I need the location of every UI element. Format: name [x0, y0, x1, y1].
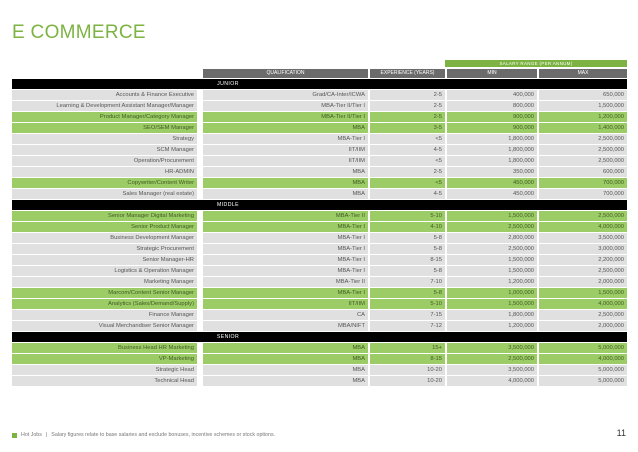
role-cell: Copywriter/Content Writer [12, 178, 197, 188]
table-header-row [12, 69, 627, 78]
qualification-cell: Grad/CA-Inter/ICWA [203, 90, 368, 100]
qualification-cell: MBA [203, 343, 368, 353]
qualification-cell: IIT/IIM [203, 145, 368, 155]
experience-cell: 8-15 [370, 354, 445, 364]
max-salary-cell: 1,500,000 [539, 288, 627, 298]
qualification-cell: MBA-Tier I [203, 222, 368, 232]
table-row [12, 222, 627, 232]
table-row [12, 112, 627, 122]
table-row [12, 277, 627, 287]
experience-cell: 2-5 [370, 90, 445, 100]
min-salary-cell: 450,000 [447, 189, 537, 199]
role-cell: Senior Manager Digital Marketing [12, 211, 197, 221]
qualification-cell: MBA [203, 178, 368, 188]
salary-table [12, 68, 627, 387]
table-row [12, 321, 627, 331]
table-row [12, 90, 627, 100]
experience-cell: 2-5 [370, 167, 445, 177]
table-row [12, 343, 627, 353]
page-title: E COMMERCE [12, 22, 146, 43]
qualification-cell: IIT/IIM [203, 156, 368, 166]
qualification-cell: MBA-Tier I [203, 134, 368, 144]
experience-cell: 4-5 [370, 145, 445, 155]
section-label: SENIOR [12, 332, 627, 342]
qualification-cell: MBA-Tier I [203, 255, 368, 265]
min-salary-cell: 1,500,000 [447, 299, 537, 309]
role-cell: HR-ADMIN [12, 167, 197, 177]
qualification-cell: MBA-Tier II [203, 211, 368, 221]
experience-header: EXPERIENCE (YEARS) [370, 69, 445, 78]
max-salary-cell: 4,000,000 [539, 222, 627, 232]
role-cell: Strategic Head [12, 365, 197, 375]
qualification-cell: MBA-Tier I [203, 288, 368, 298]
experience-cell: 8-15 [370, 255, 445, 265]
table-row [12, 288, 627, 298]
max-salary-cell: 2,500,000 [539, 145, 627, 155]
min-salary-cell: 2,800,000 [447, 233, 537, 243]
max-salary-cell: 2,500,000 [539, 211, 627, 221]
footer-note: Salary figures relate to base salaries and exclude bonuses, incentive schemes or stock options. [51, 432, 276, 438]
qualification-cell: MBA-Tier II/Tier I [203, 112, 368, 122]
brand-square-icon [12, 433, 17, 438]
experience-cell: 4-10 [370, 222, 445, 232]
table-row [12, 123, 627, 133]
experience-cell: 15+ [370, 343, 445, 353]
role-cell: Operation/Procurement [12, 156, 197, 166]
max-salary-cell: 1,400,000 [539, 123, 627, 133]
table-row [12, 354, 627, 364]
role-cell: Product Manager/Category Manager [12, 112, 197, 122]
min-salary-cell: 1,800,000 [447, 145, 537, 155]
section-row-senior [12, 332, 627, 342]
min-salary-cell: 900,000 [447, 123, 537, 133]
max-salary-cell: 700,000 [539, 189, 627, 199]
table-row [12, 310, 627, 320]
max-salary-cell: 5,000,000 [539, 365, 627, 375]
table-row [12, 299, 627, 309]
qualification-cell: MBA-Tier I [203, 233, 368, 243]
table-row [12, 101, 627, 111]
min-salary-cell: 900,000 [447, 112, 537, 122]
max-salary-cell: 3,500,000 [539, 233, 627, 243]
table-row [12, 211, 627, 221]
section-label: MIDDLE [12, 200, 627, 210]
min-header: MIN [447, 69, 537, 78]
max-salary-cell: 5,000,000 [539, 376, 627, 386]
max-salary-cell: 2,500,000 [539, 156, 627, 166]
min-salary-cell: 1,000,000 [447, 288, 537, 298]
role-cell: Finance Manager [12, 310, 197, 320]
qualification-cell: MBA/NIFT [203, 321, 368, 331]
role-cell: Business Development Manager [12, 233, 197, 243]
experience-cell: 7-15 [370, 310, 445, 320]
table-row [12, 167, 627, 177]
max-salary-cell: 700,000 [539, 178, 627, 188]
role-cell: Accounts & Finance Executive [12, 90, 197, 100]
min-salary-cell: 1,200,000 [447, 321, 537, 331]
qualification-cell: MBA [203, 123, 368, 133]
experience-cell: 2-5 [370, 112, 445, 122]
table-row [12, 376, 627, 386]
footer-brand: Hot Jobs [21, 432, 42, 438]
table-row [12, 189, 627, 199]
max-salary-cell: 2,000,000 [539, 321, 627, 331]
max-salary-cell: 2,500,000 [539, 310, 627, 320]
qualification-cell: MBA-Tier I [203, 266, 368, 276]
qualification-header: QUALIFICATION [203, 69, 368, 78]
qualification-cell: MBA [203, 189, 368, 199]
min-salary-cell: 2,500,000 [447, 354, 537, 364]
experience-cell: <5 [370, 178, 445, 188]
experience-cell: 4-5 [370, 189, 445, 199]
min-salary-cell: 800,000 [447, 101, 537, 111]
role-cell: Analytics (Sales/Demand/Supply) [12, 299, 197, 309]
min-salary-cell: 350,000 [447, 167, 537, 177]
section-label: JUNIOR [12, 79, 627, 89]
max-salary-cell: 2,200,000 [539, 255, 627, 265]
role-cell: Strategy [12, 134, 197, 144]
max-salary-cell: 1,500,000 [539, 101, 627, 111]
min-salary-cell: 450,000 [447, 178, 537, 188]
qualification-cell: MBA-Tier II/Tier I [203, 101, 368, 111]
experience-cell: 7-12 [370, 321, 445, 331]
min-salary-cell: 1,800,000 [447, 310, 537, 320]
role-cell: Sales Manager (real estate) [12, 189, 197, 199]
section-row-junior [12, 79, 627, 89]
experience-cell: 5-10 [370, 211, 445, 221]
page-number: 11 [616, 428, 626, 438]
min-salary-cell: 3,500,000 [447, 343, 537, 353]
min-salary-cell: 400,000 [447, 90, 537, 100]
max-salary-cell: 2,500,000 [539, 266, 627, 276]
experience-cell: 10-20 [370, 376, 445, 386]
qualification-cell: MBA-Tier II [203, 277, 368, 287]
max-salary-cell: 4,000,000 [539, 354, 627, 364]
role-cell: Marketing Manager [12, 277, 197, 287]
experience-cell: 5-8 [370, 233, 445, 243]
experience-cell: 5-8 [370, 266, 445, 276]
min-salary-cell: 1,500,000 [447, 211, 537, 221]
max-salary-cell: 5,000,000 [539, 343, 627, 353]
max-salary-cell: 600,000 [539, 167, 627, 177]
footer [12, 432, 275, 438]
experience-cell: <5 [370, 156, 445, 166]
qualification-cell: MBA [203, 376, 368, 386]
max-salary-cell: 650,000 [539, 90, 627, 100]
max-salary-cell: 1,200,000 [539, 112, 627, 122]
role-cell: SCM Manager [12, 145, 197, 155]
experience-cell: 5-8 [370, 244, 445, 254]
role-cell: Senior Manager-HR [12, 255, 197, 265]
qualification-cell: CA [203, 310, 368, 320]
salary-range-header: SALARY RANGE (PER ANNUM) [445, 60, 627, 67]
min-salary-cell: 4,000,000 [447, 376, 537, 386]
qualification-cell: MBA-Tier I [203, 244, 368, 254]
role-cell: Visual Merchandiser Senior Manager [12, 321, 197, 331]
role-cell: VP-Marketing [12, 354, 197, 364]
role-cell: Learning & Development Assistant Manager/Manager [12, 101, 197, 111]
qualification-cell: MBA [203, 167, 368, 177]
table-row [12, 266, 627, 276]
role-cell: Marcom/Content Senior Manager [12, 288, 197, 298]
experience-cell: 3-5 [370, 123, 445, 133]
table-row [12, 255, 627, 265]
table-row [12, 365, 627, 375]
role-cell: Logistics & Operation Manager [12, 266, 197, 276]
section-row-middle [12, 200, 627, 210]
role-cell: Technical Head [12, 376, 197, 386]
table-row [12, 233, 627, 243]
min-salary-cell: 1,800,000 [447, 156, 537, 166]
min-salary-cell: 2,500,000 [447, 244, 537, 254]
min-salary-cell: 2,500,000 [447, 222, 537, 232]
qualification-cell: MBA [203, 354, 368, 364]
role-cell: Business Head HR Marketing [12, 343, 197, 353]
footer-separator: | [45, 432, 48, 438]
table-row [12, 134, 627, 144]
min-salary-cell: 1,500,000 [447, 266, 537, 276]
table-row [12, 156, 627, 166]
experience-cell: 2-5 [370, 101, 445, 111]
experience-cell: 10-20 [370, 365, 445, 375]
experience-cell: 5-10 [370, 299, 445, 309]
role-cell: Strategic Procurement [12, 244, 197, 254]
max-salary-cell: 4,000,000 [539, 299, 627, 309]
qualification-cell: MBA [203, 365, 368, 375]
qualification-cell: IIT/IIM [203, 299, 368, 309]
max-salary-cell: 2,000,000 [539, 277, 627, 287]
min-salary-cell: 1,200,000 [447, 277, 537, 287]
experience-cell: <5 [370, 134, 445, 144]
min-salary-cell: 1,500,000 [447, 255, 537, 265]
table-row [12, 244, 627, 254]
table-row [12, 145, 627, 155]
min-salary-cell: 1,800,000 [447, 134, 537, 144]
table-row [12, 178, 627, 188]
max-salary-cell: 2,500,000 [539, 134, 627, 144]
experience-cell: 5-8 [370, 288, 445, 298]
max-header: MAX [539, 69, 627, 78]
min-salary-cell: 3,500,000 [447, 365, 537, 375]
experience-cell: 7-10 [370, 277, 445, 287]
role-cell: SEO/SEM Manager [12, 123, 197, 133]
max-salary-cell: 3,000,000 [539, 244, 627, 254]
role-cell: Senior Product Manager [12, 222, 197, 232]
